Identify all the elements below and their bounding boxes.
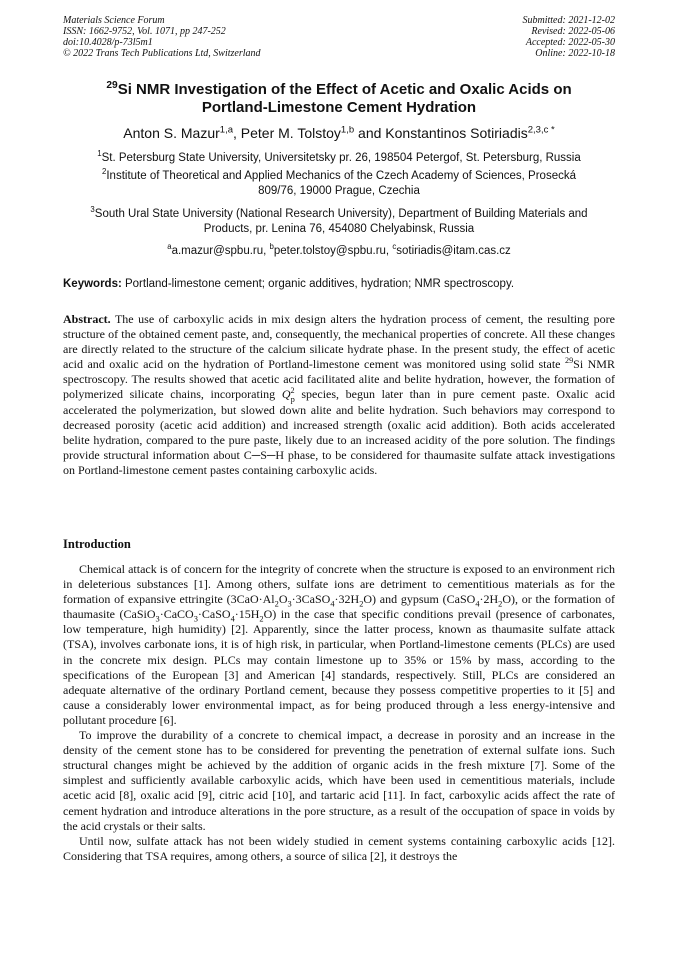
intro-paragraph-3: Until now, sulfate attack has not been widely studied in cement systems containing carboxylic acids [12]. Considering that TSA requires, among others, a source of silica [2], it destroys the: [63, 833, 615, 863]
keywords-label: Keywords:: [63, 278, 122, 290]
email-a-sup: a: [167, 242, 172, 252]
affiliation-3-line2: Products, pr. Lenina 76, 454080 Chelyabinsk, Russia: [203, 223, 475, 235]
abstract-label: Abstract.: [63, 312, 111, 326]
section-heading-introduction: Introduction: [63, 537, 131, 551]
keywords: [63, 277, 615, 292]
author-separator: and: [354, 125, 386, 141]
affiliation-2-sup: 2: [102, 167, 107, 177]
intro-paragraph-2: To improve the durability of a concrete to chemical impact, a decrease in porosity and an increase in the density of the cement stone has to be considered for preventing the penetration of external sulfate ions. Such structural changes might be achieved by the addition of organic acids in the fresh mixture [7]. Some of the simplest and sufficiently available carboxylic acids, which have been used in cementitious materials, include acetic acid [8], oxalic acid [9], citric acid [10], and tartaric acid [11]. In fact, carboxylic acids affect the rate of cement hydration and introduce alterations in the pore structure, as a result of the occupation of space in voids by the acid crystals or their salts.: [63, 728, 615, 833]
email-tolstoy[interactable]: peter.tolstoy@spbu.ru,: [273, 245, 393, 257]
journal-name: Materials Science Forum: [63, 15, 165, 26]
intro-paragraph-1: [63, 562, 615, 728]
q-species-sub: p: [290, 394, 295, 404]
subscript: 3: [155, 614, 160, 624]
para1-text: ·15H: [234, 607, 260, 622]
abstract: [63, 312, 615, 478]
author-tolstoy-sup: 1,b: [340, 124, 355, 136]
q-species-symbol: Q: [281, 387, 291, 402]
subscript: 2: [274, 599, 279, 609]
accepted-date: Accepted: 2022-05-30: [525, 37, 615, 48]
affiliation-2-line2: 809/76, 19000 Prague, Czechia: [258, 185, 420, 197]
introduction-body: [63, 562, 615, 864]
submitted-date: Submitted: 2021-12-02: [522, 15, 615, 26]
subscript: 3: [193, 614, 198, 624]
title-isotope-sup: 29: [106, 80, 118, 91]
email-c-sup: c: [392, 242, 397, 252]
subscript: 2: [259, 614, 264, 624]
para1-text: ·3CaSO: [291, 592, 331, 607]
journal-issn: ISSN: 1662-9752, Vol. 1071, pp 247-252: [63, 26, 226, 37]
subscript: 4: [330, 599, 335, 609]
author-mazur-sup: 1,a: [219, 124, 234, 136]
doi: doi:10.4028/p-73l5m1: [63, 37, 153, 48]
author-tolstoy: Peter M. Tolstoy: [240, 125, 341, 141]
revised-date: Revised: 2022-05-06: [531, 26, 615, 37]
subscript: 4: [475, 599, 480, 609]
q-species-sup: 2: [290, 386, 295, 396]
dates-header: [523, 15, 616, 59]
author-emails: [63, 244, 615, 259]
author-list: [63, 125, 615, 142]
keywords-text: Portland-limestone cement; organic additives, hydration; NMR spectroscopy.: [121, 278, 515, 290]
para1-text: Chemical attack is of concern for the integrity of concrete when the structure is exposed to an environment rich in deleterious substances [1]. Among others, sulfate ions are detriment to cementitious materials as for the formation of expansive ettringite (3CaO·Al: [63, 562, 615, 607]
para1-text: ·2H: [479, 592, 499, 607]
email-b-sup: b: [269, 242, 274, 252]
para1-text: ·32H: [334, 592, 360, 607]
subscript: 3: [287, 599, 292, 609]
paper-title: [63, 81, 615, 117]
author-separator: ,: [233, 125, 241, 141]
author-sotiriadis: Konstantinos Sotiriadis: [385, 125, 528, 141]
title-line1: Si NMR Investigation of the Effect of Acetic and Oxalic Acids on: [117, 81, 572, 98]
online-date: Online: 2022-10-18: [535, 48, 615, 59]
para1-text: ·CaSO: [197, 607, 231, 622]
para1-text: O), or the formation of thaumasite (CaSiO: [63, 592, 615, 622]
subscript: 2: [359, 599, 364, 609]
affiliation-2-line1: Institute of Theoretical and Applied Mechanics of the Czech Academy of Sciences, Prosecká: [106, 170, 576, 182]
abstract-text-3: species, begun later than in pure cement paste. Oxalic acid accelerated the polymerization, but slowed down alite and belite hydration. Such behaviors may correspond to decreased porosity (acetic acid addition) and increased strength (oxalic acid addition). Both acids accelerated belite hydration, compared to the pure paste, likely due to an increased acidity of the pore solution. The findings provide structural information about C─S─H phase, to be considered for thaumasite sulfate attack investigations on Portland-limestone cement pastes containing carboxylic acids.: [63, 387, 615, 477]
email-sotiriadis[interactable]: sotiriadis@itam.cas.cz: [396, 245, 511, 257]
email-mazur[interactable]: a.mazur@spbu.ru,: [171, 245, 270, 257]
subscript: 4: [230, 614, 235, 624]
para1-text: O) in the case that specific conditions prevail (presence of carbonates, low temperature, high humidity) [2]. Apparently, since the latter process, known as thaumasite sulfate attack (TSA), involves carbonate ions, it is of high risk, in particular, when Portland-limestone cements (PLCs) are used in the concrete mix design. PLCs may contain limestone up to 35% or 15% by mass, according to the specifications of the European [3] and American [4] standards, respectively. Still, PLCs are considered an adequate alternative of the ordinary Portland cement, because they possess competitive properties to it [5] and cause a considerably lower environmental impact, as for being produced through a less energy-intensive and pollutant procedure [6].: [63, 607, 616, 727]
subscript: 2: [498, 599, 503, 609]
affiliation-1-sup: 1: [97, 149, 102, 159]
affiliation-3-sup: 3: [90, 205, 95, 215]
title-line2: Portland-Limestone Cement Hydration: [201, 99, 477, 116]
affiliation-3: [63, 207, 615, 237]
affiliation-1: [63, 151, 615, 166]
para1-text: ·CaCO: [159, 607, 194, 622]
abstract-text-1: The use of carboxylic acids in mix design alters the hydration process of cement, the resulting pore structure of the obtained cement paste, and, consequently, the mechanical properties of concrete. All these changes are directly related to the structure of the calcium silicate hydrate phase. In the present study, the effect of acetic acid and oxalic acid on the hydration of Portland-limestone cement was monitored using solid state: [63, 312, 615, 372]
journal-header: [63, 15, 261, 59]
abstract-text-2: Si NMR spectroscopy. The results showed that acetic acid facilitated alite and belite hydration, however, the formation of polymerized silicate chains, incorporating: [63, 357, 615, 402]
affiliation-3-line1: South Ural State University (National Research University), Department of Building Materials and: [94, 208, 588, 220]
para1-text: O: [278, 592, 288, 607]
abstract-isotope-sup: 29: [564, 356, 574, 366]
para1-text: O) and gypsum (CaSO: [363, 592, 476, 607]
affiliation-2: [63, 169, 615, 199]
author-mazur: Anton S. Mazur: [123, 125, 220, 141]
copyright: © 2022 Trans Tech Publications Ltd, Switzerland: [63, 48, 261, 59]
author-sotiriadis-sup: 2,3,c *: [527, 124, 555, 136]
affiliation-1-text: St. Petersburg State University, Universitetsky pr. 26, 198504 Petergof, St. Petersburg, Russia: [101, 152, 581, 164]
